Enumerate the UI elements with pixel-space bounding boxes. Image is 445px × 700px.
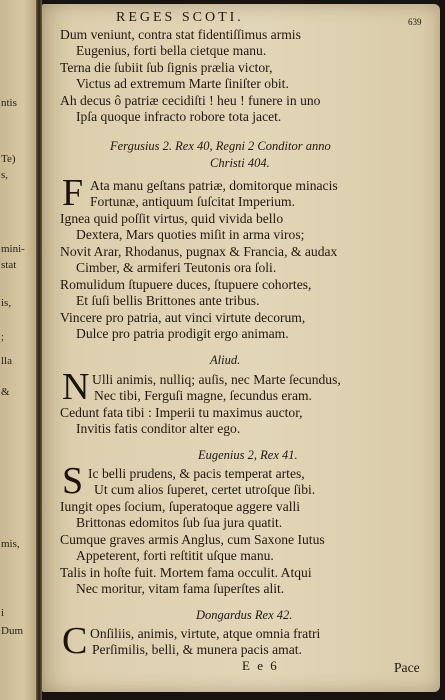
signature-mark: E e 6 xyxy=(242,658,279,673)
verse-line: Talis in hoſte fuit. Mortem fama occulit. Atqui xyxy=(60,565,312,580)
catchword: Pace xyxy=(394,660,420,675)
margin-fragment: i xyxy=(1,607,5,619)
drop-cap: S xyxy=(62,460,84,502)
verse-line: Iungit opes ſocium, ſuperatoque aggere valli xyxy=(60,499,301,514)
facing-page-edge xyxy=(0,0,38,700)
margin-fragment: ntis xyxy=(1,97,17,109)
verse-line: Terna die ſubiit ſub ſignis prælia victor, xyxy=(60,60,273,75)
running-head: REGES SCOTI. xyxy=(116,10,244,25)
section-heading: Eugenius 2, Rex 41. xyxy=(198,448,298,462)
verse-line: Ic belli prudens, & pacis temperat artes, xyxy=(88,466,305,481)
drop-cap: C xyxy=(62,620,88,662)
verse-line: Brittonas edomitos ſub ſua jura quatit. xyxy=(76,515,283,530)
margin-fragment: lla xyxy=(1,355,12,367)
margin-fragment: Te) xyxy=(1,153,16,165)
verse-line: Vincere pro patria, aut vinci virtute decorum, xyxy=(60,310,306,325)
verse-line: Cedunt fata tibi : Imperii tu maximus auctor, xyxy=(60,405,303,420)
verse-line: Ut cum alios ſuperet, certet utroſque ſibi. xyxy=(94,482,316,497)
verse-line: Nec tibi, Ferguſi magne, ſecundus eram. xyxy=(94,388,312,403)
section-heading: Christi 404. xyxy=(210,156,270,170)
section-heading: Dongardus Rex 42. xyxy=(196,608,293,622)
verse-line: Ulli animis, nulliq; auſis, nec Marte ſecundus, xyxy=(92,372,341,387)
page-number: 639 xyxy=(408,17,422,27)
section-heading: Fergusius 2. Rex 40, Regni 2 Conditor anno xyxy=(110,139,331,153)
verse-line: Ignea quid poſſit virtus, quid vivida bello xyxy=(60,211,284,226)
verse-line: Novit Arar, Rhodanus, pugnax & Francia, & audax xyxy=(60,244,338,259)
verse-line: Cimber, & armiferi Teutonis ora ſoli. xyxy=(76,260,277,275)
verse-line: Invitis fatis conditor alter ego. xyxy=(76,421,241,436)
verse-line: Dum veniunt, contra stat fidentiſſimus armis xyxy=(60,27,301,42)
section-heading: Aliud. xyxy=(210,353,241,367)
verse-line: Eugenius, forti bella cietque manu. xyxy=(76,43,267,58)
verse-line: Ah decus ô patriæ cecidiſti ! heu ! funere in uno xyxy=(60,93,321,108)
verse-line: Fortunæ, antiquum ſuſcitat Imperium. xyxy=(90,194,296,209)
margin-fragment: ; xyxy=(1,331,5,343)
verse-line: Dextera, Mars quoties miſit in arma viros; xyxy=(76,227,305,242)
verse-line: Perſimilis, belli, & munera pacis amat. xyxy=(92,642,302,657)
margin-fragment: mis, xyxy=(1,538,20,550)
margin-fragment: Dum xyxy=(1,625,23,637)
verse-line: Appeterent, forti reſtitit uſque manu. xyxy=(76,548,274,563)
margin-fragment: & xyxy=(1,386,10,398)
margin-fragment: is, xyxy=(1,297,12,309)
verse-line: Nec moritur, vitam fama ſuperſtes alit. xyxy=(76,581,285,596)
verse-line: Et ſuſi bellis Brittones ante tribus. xyxy=(76,293,260,308)
verse-line: Victus ad extremum Marte ſiniſter obit. xyxy=(76,76,289,91)
margin-fragment: s, xyxy=(1,169,9,181)
drop-cap: F xyxy=(62,172,84,214)
verse-line: Ata manu geſtans patriæ, domitorque minacis xyxy=(90,178,338,193)
margin-fragment: stat xyxy=(1,259,17,271)
verse-line: Dulce pro patria prodigit ergo animam. xyxy=(76,326,289,341)
page xyxy=(42,4,440,692)
verse-line: Ipſa quoque infracto robore tota jacet. xyxy=(76,109,282,124)
margin-fragment: mini- xyxy=(1,243,25,255)
drop-cap: N xyxy=(62,366,90,408)
verse-line: Onſiliis, animis, virtute, atque omnia fratri xyxy=(90,626,321,641)
verse-line: Cumque graves armis Anglus, cum Saxone Iutus xyxy=(60,532,325,547)
verse-line: Romulidum ſtupuere duces, ſtupuere cohortes, xyxy=(60,277,312,292)
